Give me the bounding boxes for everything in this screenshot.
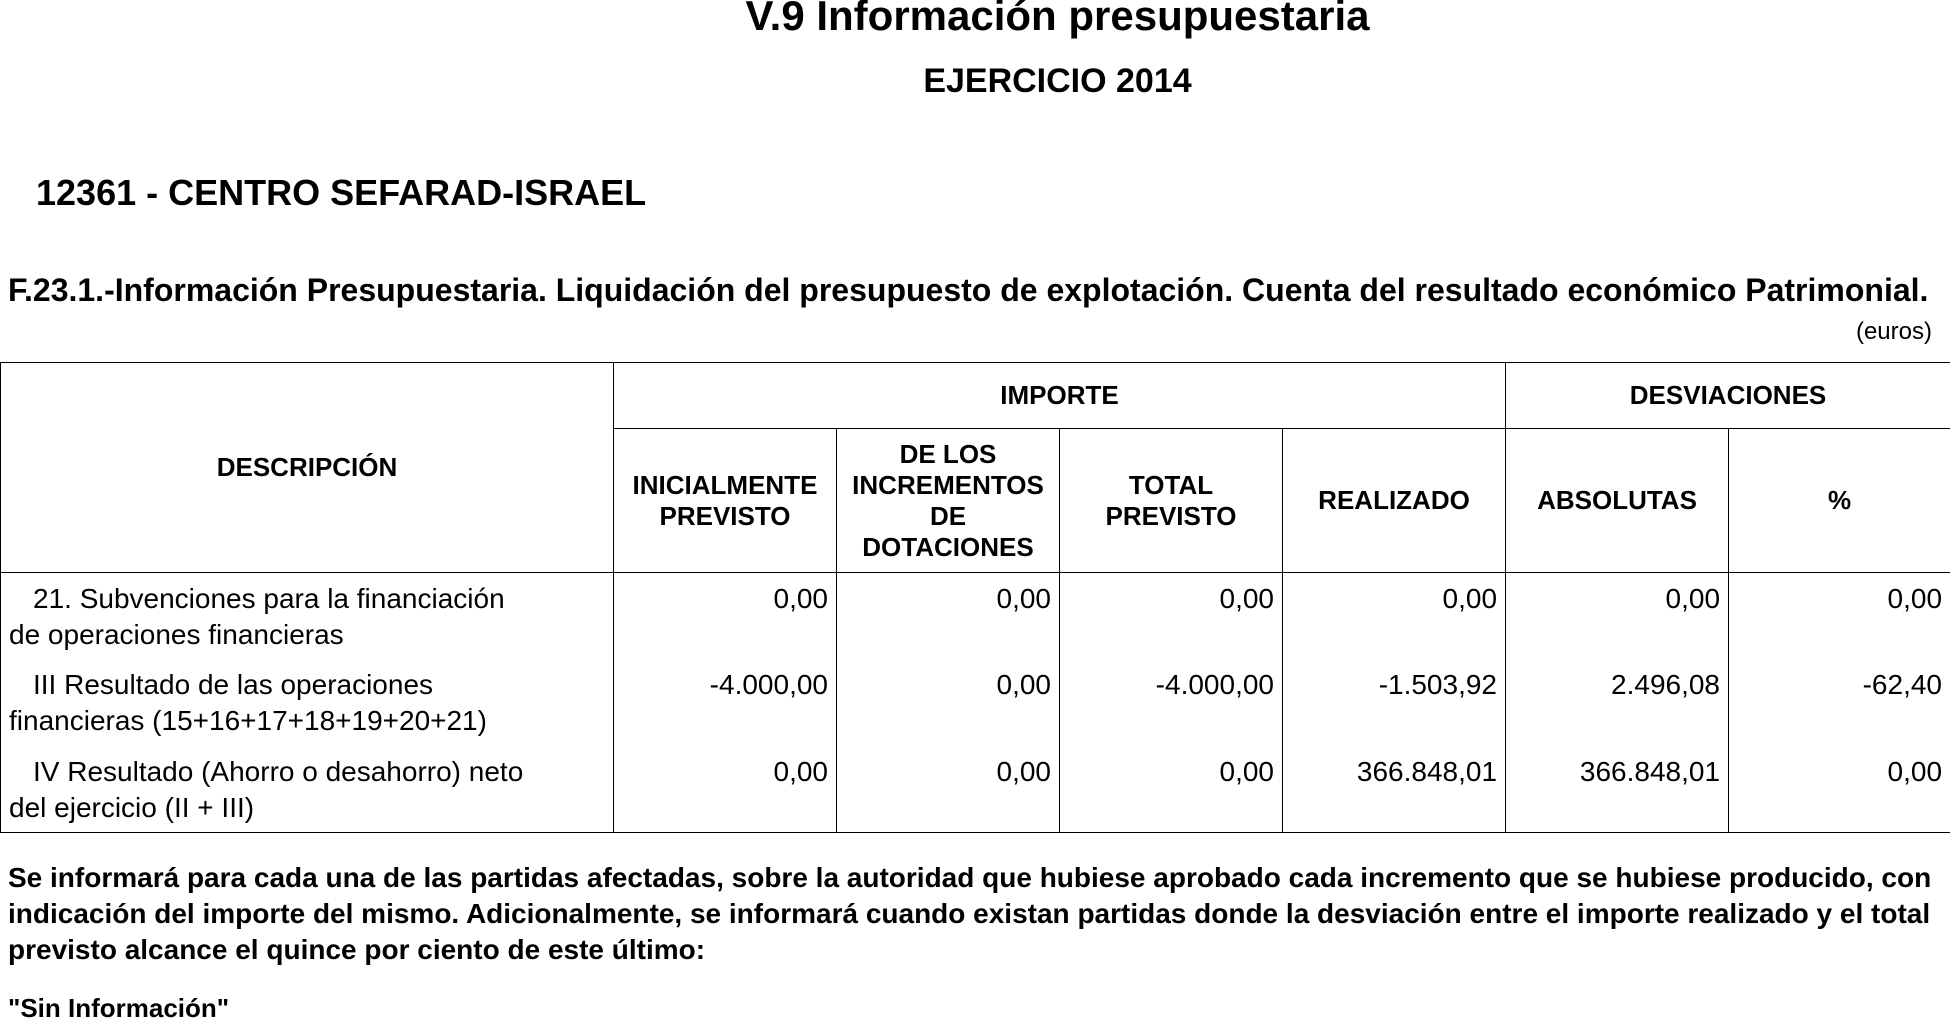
cell-incrementos: 0,00 [837, 573, 1060, 659]
row-description-line2: de operaciones financieras [9, 619, 344, 650]
cell-total-previsto: 0,00 [1060, 573, 1283, 659]
header-porcentaje: % [1729, 429, 1950, 573]
cell-incrementos: 0,00 [837, 659, 1060, 746]
cell-absolutas: 0,00 [1506, 573, 1729, 659]
header-desviaciones: DESVIACIONES [1506, 363, 1950, 429]
cell-realizado: -1.503,92 [1283, 659, 1506, 746]
row-description-line2: del ejercicio (II + III) [9, 792, 254, 823]
header-total-previsto: TOTAL PREVISTO [1060, 429, 1283, 573]
row-description [1, 573, 614, 659]
section-title: F.23.1.-Información Presupuestaria. Liquidación del presupuesto de explotación. Cuenta del resultado económico Patrimonial. [8, 270, 1943, 310]
row-description-line1: 21. Subvenciones para la financiación [33, 583, 505, 614]
cell-porcentaje: -62,40 [1729, 659, 1950, 746]
header-realizado: REALIZADO [1283, 429, 1506, 573]
cell-inicialmente-previsto: -4.000,00 [614, 659, 837, 746]
fiscal-year-subtitle: EJERCICIO 2014 [0, 62, 1950, 101]
header-descripcion: DESCRIPCIÓN [1, 363, 614, 573]
header-inicialmente-previsto: INICIALMENTE PREVISTO [614, 429, 837, 573]
cell-realizado: 0,00 [1283, 573, 1506, 659]
row-description-line1: IV Resultado (Ahorro o desahorro) neto [33, 756, 523, 787]
table-row [1, 573, 1950, 659]
cell-absolutas: 2.496,08 [1506, 659, 1729, 746]
disclosure-note: Se informará para cada una de las partidas afectadas, sobre la autoridad que hubiese aprobado cada incremento que se hubiese producido, con indicación del importe del mismo. Adicionalmente, se informará cuando existan partidas donde la desviación entre el importe realizado y el total previsto alcance el quince por ciento de este último: [8, 860, 1943, 968]
units-label: (euros) [1856, 318, 1932, 346]
cell-absolutas: 366.848,01 [1506, 746, 1729, 833]
table-row [1, 746, 1950, 833]
cell-porcentaje: 0,00 [1729, 746, 1950, 833]
cell-incrementos: 0,00 [837, 746, 1060, 833]
cell-total-previsto: -4.000,00 [1060, 659, 1283, 746]
cell-inicialmente-previsto: 0,00 [614, 746, 837, 833]
cell-inicialmente-previsto: 0,00 [614, 573, 837, 659]
page-title: V.9 Información presupuestaria [0, 0, 1950, 40]
table-row [1, 659, 1950, 746]
entity-heading: 12361 - CENTRO SEFARAD-ISRAEL [36, 172, 646, 214]
header-absolutas: ABSOLUTAS [1506, 429, 1729, 573]
cell-total-previsto: 0,00 [1060, 746, 1283, 833]
header-incrementos-dotaciones: DE LOS INCREMENTOS DE DOTACIONES [837, 429, 1060, 573]
row-description [1, 746, 614, 833]
row-description-line2: financieras (15+16+17+18+19+20+21) [9, 705, 487, 736]
sin-informacion-label: "Sin Información" [8, 993, 229, 1024]
row-description [1, 659, 614, 746]
row-description-line1: III Resultado de las operaciones [33, 669, 433, 700]
header-importe: IMPORTE [614, 363, 1506, 429]
budget-table [0, 362, 1950, 833]
cell-realizado: 366.848,01 [1283, 746, 1506, 833]
cell-porcentaje: 0,00 [1729, 573, 1950, 659]
